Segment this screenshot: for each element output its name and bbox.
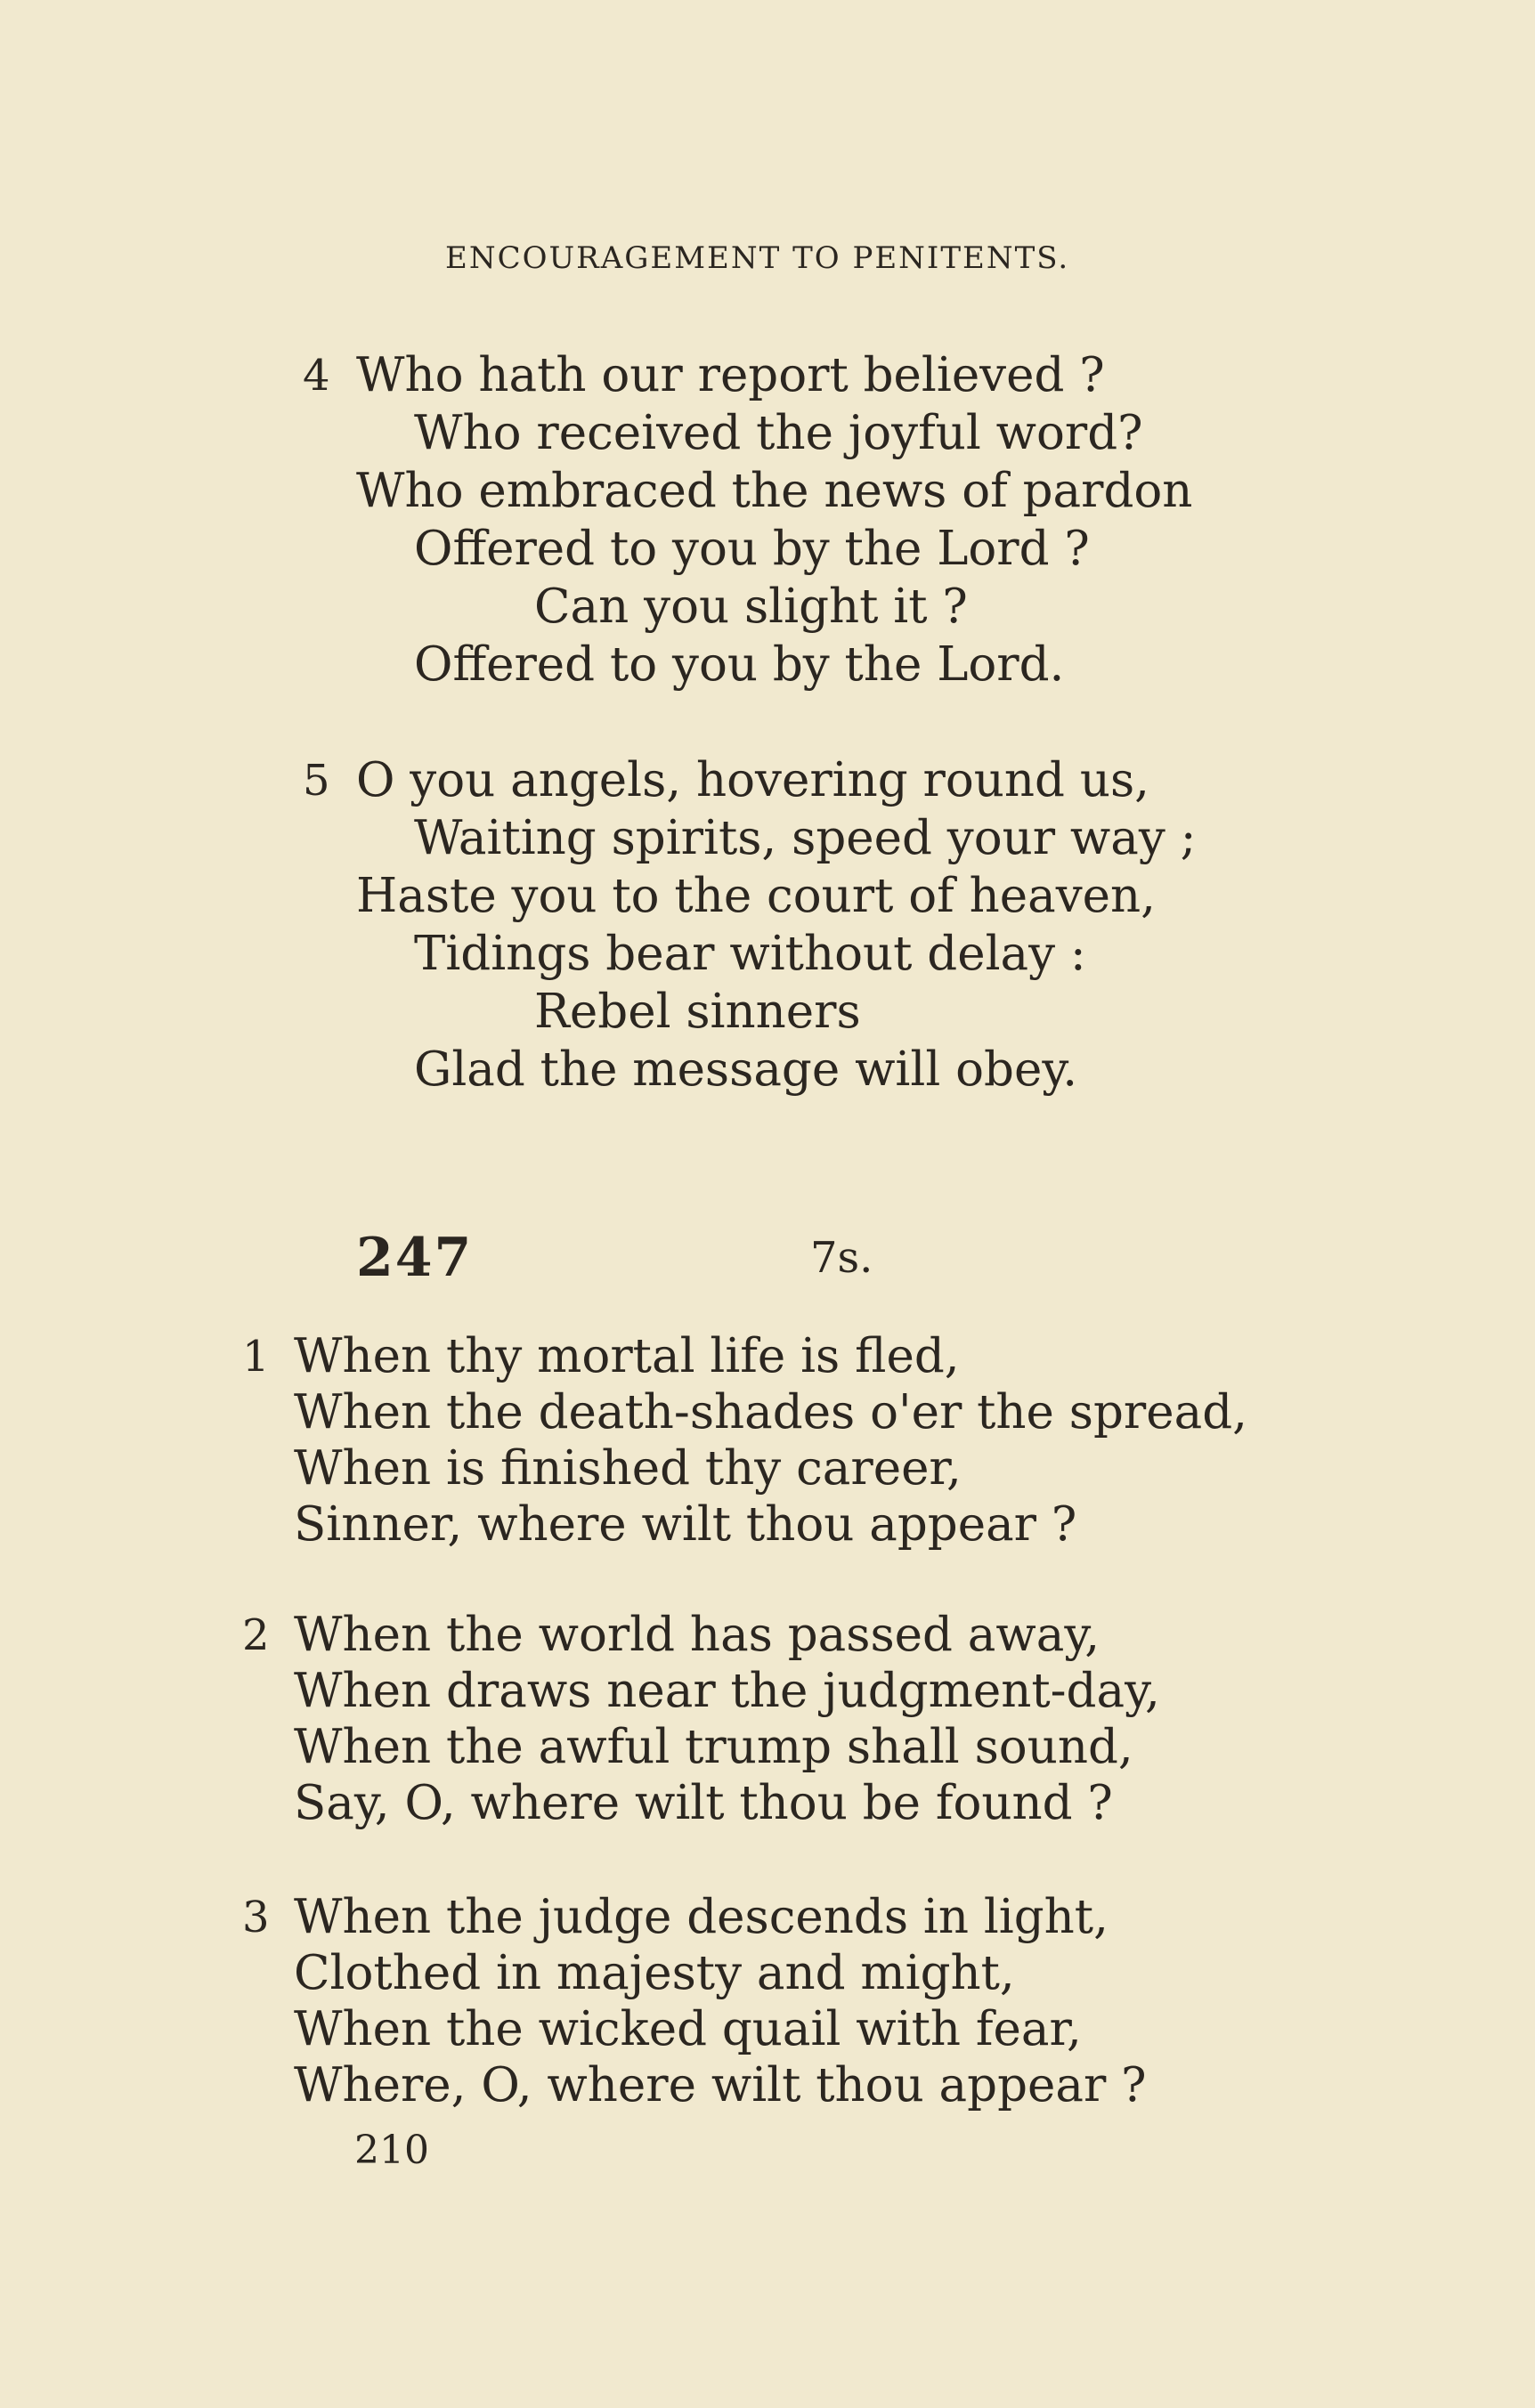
verse-line: Waiting spirits, speed your way ;	[414, 811, 1197, 865]
verse-number: 3	[242, 1893, 270, 1942]
verse-line: When the world has passed away,	[294, 1608, 1100, 1662]
verse-line: O you angels, hovering round us,	[356, 753, 1150, 807]
verse-line: Who embraced the news of pardon	[356, 464, 1193, 518]
hymn-meter: 7s.	[810, 1233, 873, 1283]
verse-line: When the judge descends in light,	[294, 1890, 1109, 1944]
verse-line: Clothed in majesty and might,	[294, 1946, 1015, 2000]
verse-line: Sinner, where wilt thou appear ?	[294, 1497, 1077, 1552]
verse-line: When thy mortal life is fled,	[294, 1329, 960, 1383]
page-number: 210	[354, 2128, 429, 2173]
verse-number: 1	[242, 1332, 270, 1382]
verse-line: Can you slight it ?	[534, 580, 968, 634]
verse-line: Who received the joyful word?	[414, 406, 1143, 460]
verse-line: When is finished thy career,	[294, 1441, 962, 1496]
verse-line: When the awful trump shall sound,	[294, 1720, 1133, 1774]
verse-line: Rebel sinners	[534, 985, 861, 1039]
verse-line: Who hath our report believed ?	[356, 348, 1105, 402]
verse-line: Say, O, where wilt thou be found ?	[294, 1776, 1113, 1830]
hymn-number: 247	[356, 1227, 474, 1289]
verse-line: Offered to you by the Lord.	[414, 637, 1065, 692]
verse-number: 4	[303, 351, 330, 401]
verse-line: Offered to you by the Lord ?	[414, 522, 1090, 576]
verse-line: When the death-shades o'er the spread,	[294, 1385, 1247, 1439]
verse-line: Haste you to the court of heaven,	[356, 869, 1157, 923]
verse-line: When draws near the judgment-day,	[294, 1664, 1160, 1718]
verse-line: Glad the message will obey.	[414, 1042, 1078, 1097]
verse-number: 2	[242, 1610, 270, 1660]
running-header: ENCOURAGEMENT TO PENITENTS.	[445, 240, 1070, 276]
verse-line: Tidings bear without delay :	[414, 927, 1086, 981]
verse-line: When the wicked quail with fear,	[294, 2002, 1082, 2056]
verse-line: Where, O, where wilt thou appear ?	[294, 2058, 1147, 2112]
verse-number: 5	[303, 756, 330, 806]
